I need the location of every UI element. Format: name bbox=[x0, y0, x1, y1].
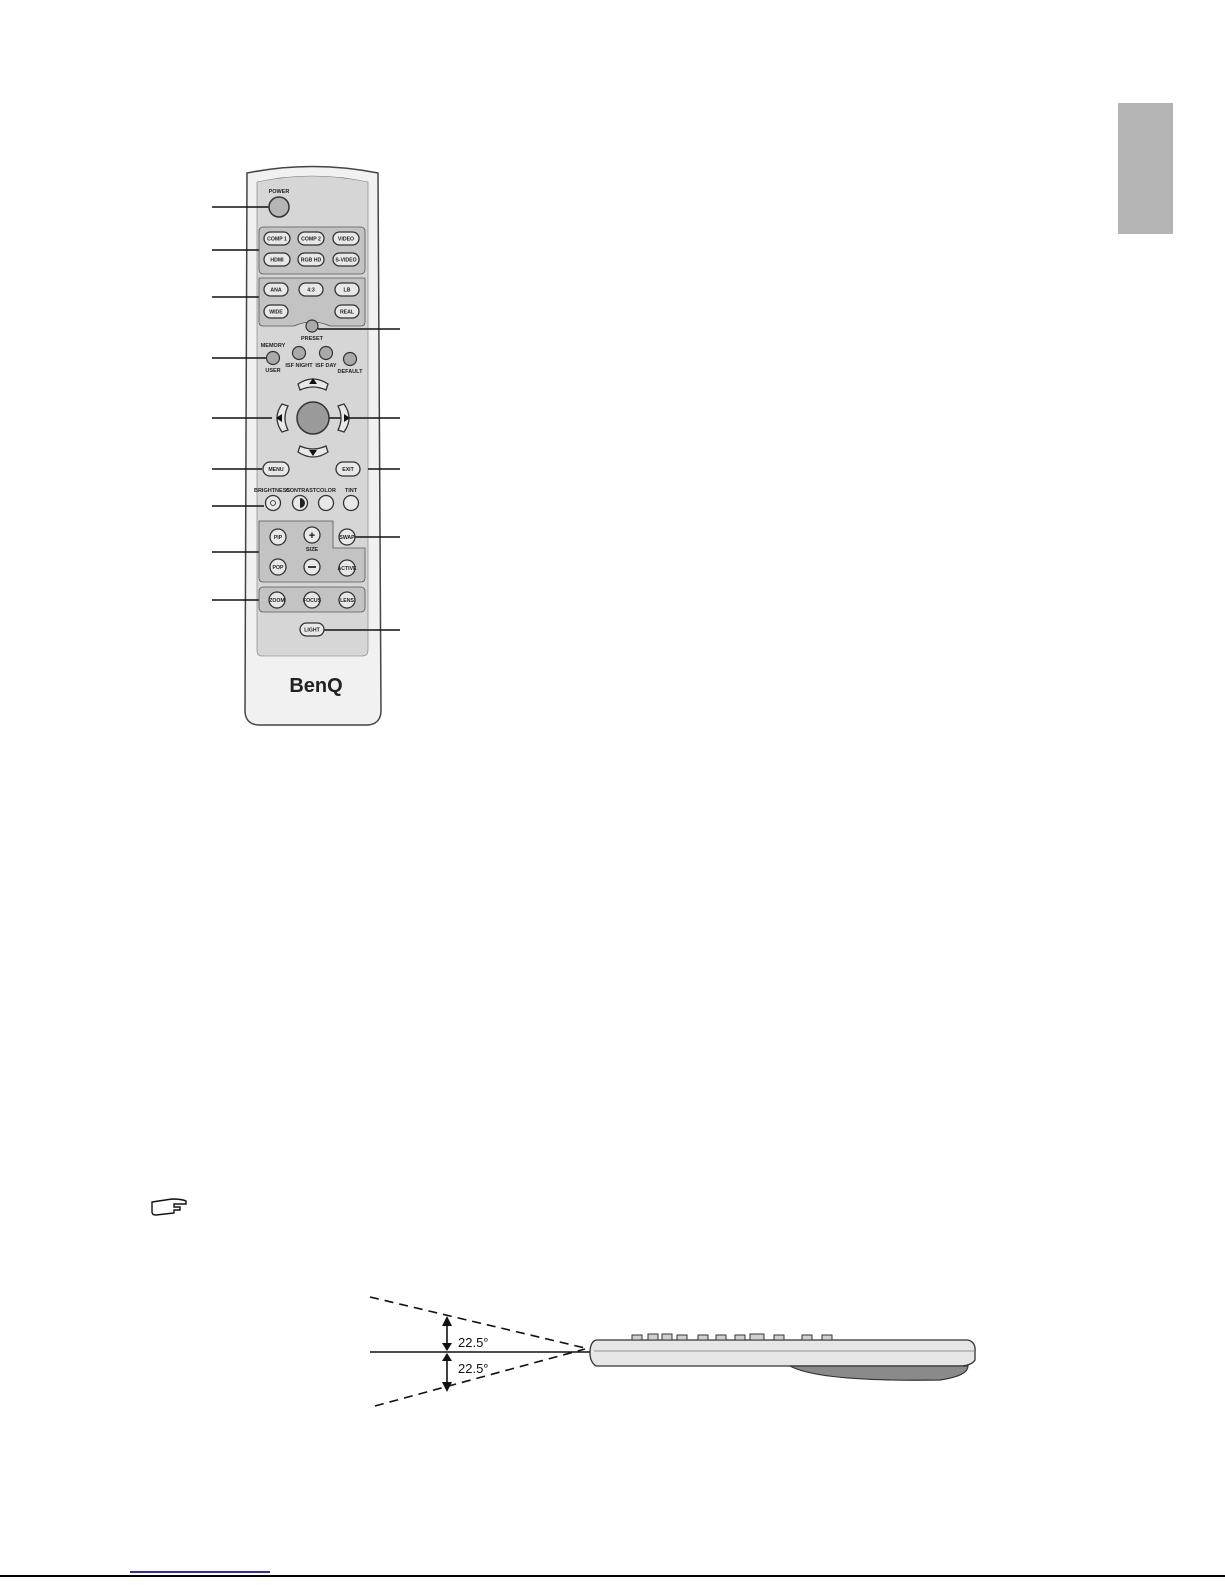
comp2-label: COMP 2 bbox=[301, 236, 321, 243]
isf-day-label: ISF DAY bbox=[315, 363, 337, 369]
brightness-label: BRIGHTNESS bbox=[253, 488, 291, 494]
default-label: DEFAULT bbox=[337, 369, 363, 375]
preset-label: PRESET bbox=[300, 336, 324, 342]
power-button[interactable] bbox=[269, 197, 289, 217]
tint-button[interactable] bbox=[344, 496, 359, 511]
lens-label: LENS bbox=[340, 598, 354, 604]
s-video-label: S-VIDEO bbox=[335, 257, 357, 264]
isf-night-button[interactable] bbox=[293, 347, 306, 360]
plus-glyph: + bbox=[308, 530, 316, 542]
focus-label: FOCUS bbox=[302, 598, 322, 604]
footer-rule bbox=[0, 1575, 1225, 1577]
user-button[interactable] bbox=[267, 352, 280, 365]
language-tab bbox=[1118, 103, 1173, 234]
color-label: COLOR bbox=[316, 488, 336, 494]
upper-arrow-head bbox=[442, 1316, 452, 1326]
swap-label: SWAP bbox=[339, 535, 355, 541]
size-label: SIZE bbox=[305, 547, 319, 553]
ana-label: ANA bbox=[270, 287, 282, 294]
light-label: LIGHT bbox=[304, 627, 320, 634]
memory-label: MEMORY bbox=[260, 343, 286, 349]
isf-day-button[interactable] bbox=[320, 347, 333, 360]
pip-label: PIP bbox=[273, 535, 283, 541]
pop-label: POP bbox=[272, 565, 284, 571]
footer-link-underline[interactable] bbox=[130, 1571, 270, 1573]
brightness-icon[interactable] bbox=[266, 496, 281, 511]
exit-label: EXIT bbox=[342, 467, 354, 473]
note-icon bbox=[150, 1196, 190, 1218]
lower-arrow-head bbox=[442, 1382, 452, 1392]
video-label: VIDEO bbox=[337, 236, 355, 243]
side-view-remote bbox=[590, 1340, 975, 1366]
upper-arrow-tail bbox=[442, 1343, 452, 1351]
lower-arrow-tail bbox=[442, 1353, 452, 1361]
real-label: REAL bbox=[339, 309, 355, 316]
contrast-label: CONTRAST bbox=[285, 488, 317, 494]
side-view-grip bbox=[790, 1366, 968, 1380]
remote-angle-diagram bbox=[360, 1285, 980, 1420]
power-label: POWER bbox=[268, 189, 290, 195]
lower-angle-label: 22.5° bbox=[458, 1361, 489, 1376]
zoom-label: ZOOM bbox=[269, 598, 285, 604]
preset-button[interactable] bbox=[306, 320, 318, 332]
isf-night-label: ISF NIGHT bbox=[285, 363, 313, 369]
lb-label: LB bbox=[343, 287, 351, 294]
4-3-label: 4:3 bbox=[307, 287, 315, 294]
wide-label: WIDE bbox=[269, 309, 283, 316]
rgb-hd-label: RGB HD bbox=[300, 257, 322, 264]
tint-label: TINT bbox=[344, 488, 358, 494]
side-view-buttons bbox=[632, 1334, 832, 1340]
active-label: ACTIVE bbox=[337, 566, 357, 572]
menu-label: MENU bbox=[268, 467, 284, 473]
default-button[interactable] bbox=[344, 353, 357, 366]
auto-center-button[interactable] bbox=[297, 402, 329, 434]
color-button[interactable] bbox=[319, 496, 334, 511]
lower-range-line bbox=[375, 1349, 585, 1406]
comp1-label: COMP 1 bbox=[267, 236, 287, 243]
user-label: USER bbox=[265, 368, 281, 374]
brand-logo: BenQ bbox=[289, 675, 343, 697]
upper-angle-label: 22.5° bbox=[458, 1335, 489, 1350]
hdmi-label: HDMI bbox=[270, 257, 284, 264]
remote-control-illustration bbox=[190, 160, 420, 740]
